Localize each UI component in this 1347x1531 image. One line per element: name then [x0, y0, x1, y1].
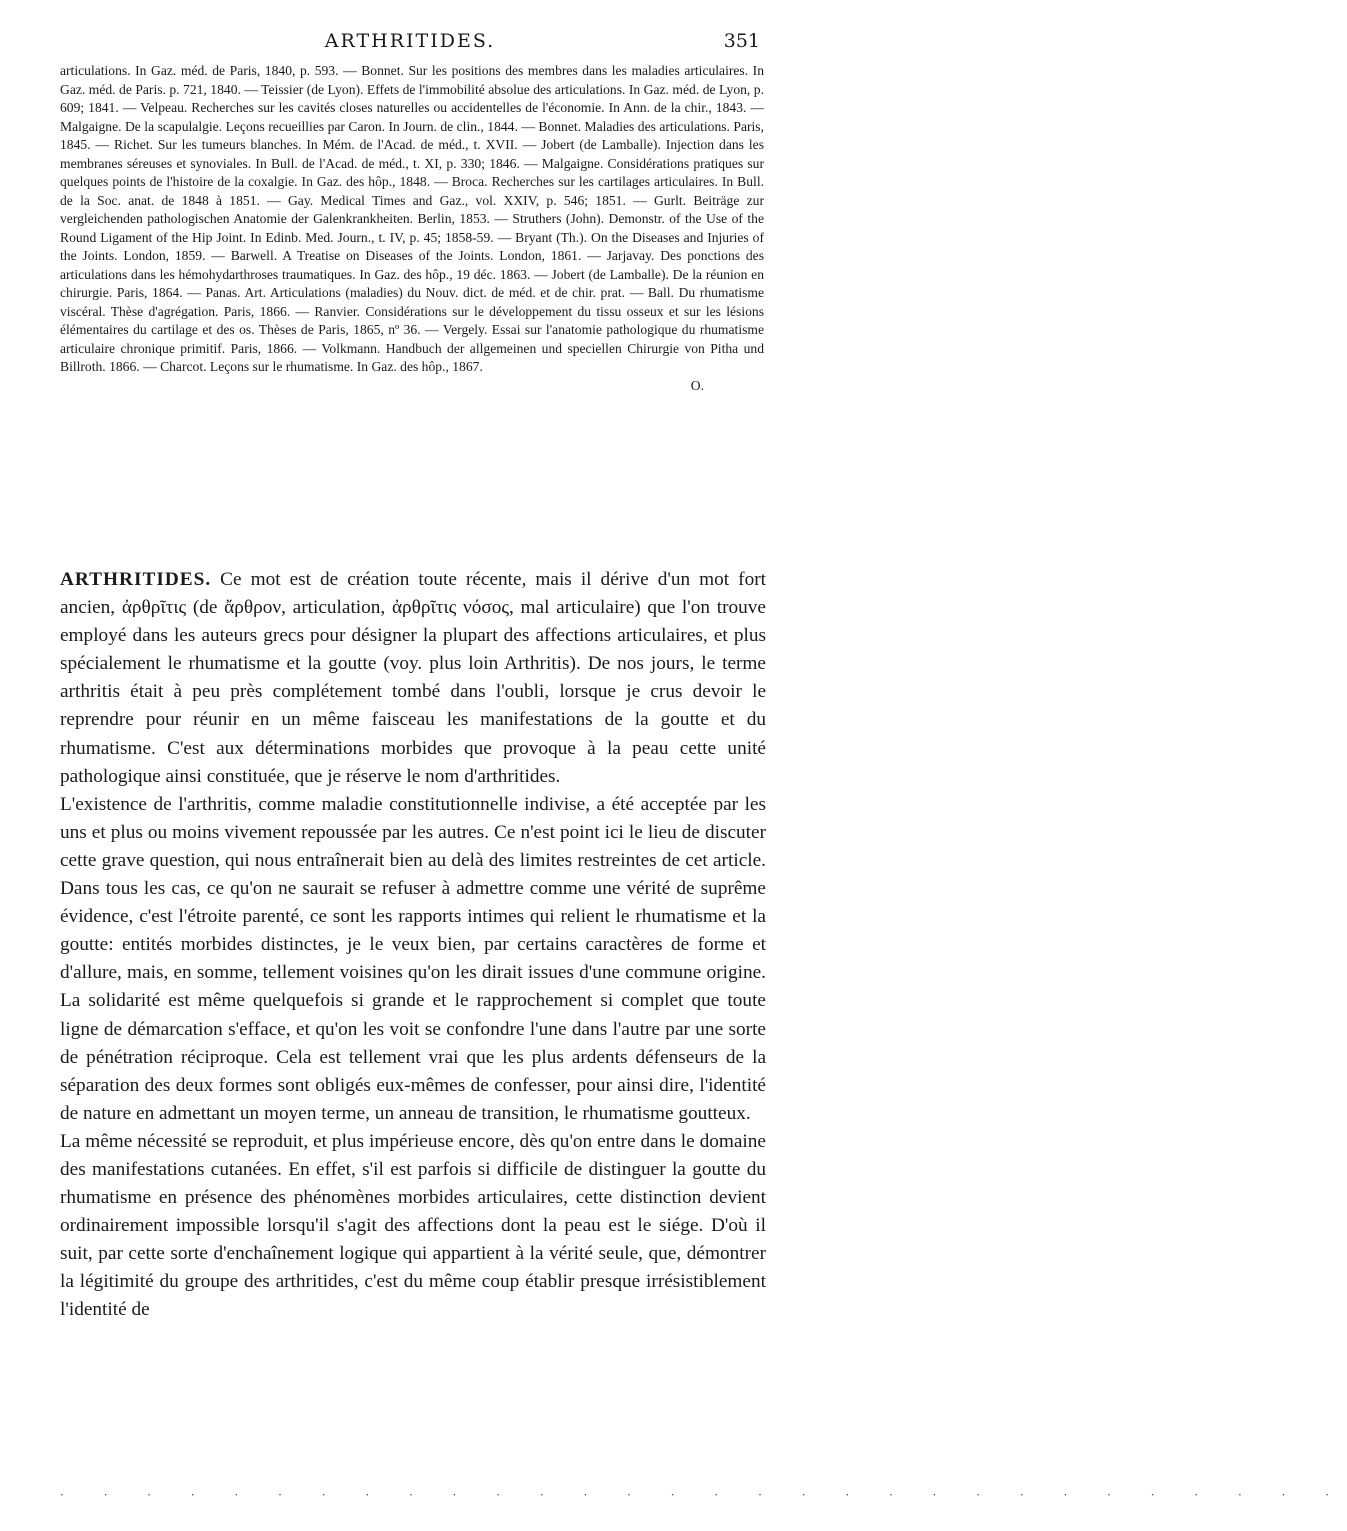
bibliography-text: articulations. In Gaz. méd. de Paris, 1840, p. 593. — Bonnet. Sur les positions des membres dans les maladies articulaires. In Gaz. méd. de Paris. p. 721, 1840. — Teissier (de Lyon). Effets de l'immobilité absolue des articulations. In Gaz. méd. de Lyon, p. 609; 1841. — Velpeau. Recherches sur les cavités closes naturelles ou accidentelles de l'économie. In Ann. de la chir., 1843. — Malgaigne. De la scapulalgie. Leçons recueillies par Caron. In Journ. de clin., 1844. — Bonnet. Maladies des articulations. Paris, 1845. — Richet. Sur les tumeurs blanches. In Mém. de l'Acad. de méd., t. XVII. — Jobert (de Lamballe). Injection dans les membranes séreuses et synoviales. In Bull. de l'Acad. de méd., t. XI, p. 330; 1846. — Malgaigne. Considérations pratiques sur quelques points de l'histoire de la coxalgie. In Gaz. des hôp., 1848. — Broca. Recherches sur les cartilages articulaires. In Bull. de la Soc. anat. de 1848 à 1851. — Gay. Medical Times and Gaz., vol. XXIV, p. 546; 1851. — Gurlt. Beiträge zur vergleichenden pathologischen Anatomie der Galenkrankheiten. Berlin, 1853. — Struthers (John). Demonstr. of the Use of the Round Ligament of the Hip Joint. In Edinb. Med. Journ., t. IV, p. 45; 1858-59. — Bryant (Th.). On the Diseases and Injuries of the Joints. London, 1859. — Barwell. A Treatise on Diseases of the Joints. London, 1861. — Jarjavay. Des ponctions des articulations dans les hémohydarthroses traumatiques. In Gaz. des hôp., 19 déc. 1863. — Jobert (de Lamballe). De la réunion en chirurgie. Paris, 1864. — Panas. Art. Articulations (maladies) du Nouv. dict. de méd. et de chir. prat. — Ball. Du rhumatisme viscéral. Thèse d'agrégation. Paris, 1866. — Ranvier. Considérations sur le développement du tissu osseux et sur les lésions élémentaires du cartilage et des os. Thèses de Paris, 1865, nº 36. — Vergely. Essai sur l'anatomie pathologique du rhumatisme articulaire chronique primitif. Paris, 1866. — Volkmann. Handbuch der allgemeinen und speciellen Chirurgie von Pitha und Billroth. 1866. — Charcot. Leçons sur le rhumatisme. In Gaz. des hôp., 1867. [60, 63, 764, 374]
article-paragraph-2: L'existence de l'arthritis, comme maladie constitutionnelle indivise, a été acceptée par les uns et plus ou moins vivement repoussée par les autres. Ce n'est point ici le lieu de discuter cette grave question, qui nous entraînerait bien au delà des limites restreintes de cet article. Dans tous les cas, ce qu'on ne saurait se refuser à admettre comme une vérité de suprême évidence, c'est l'étroite parenté, ce sont les rapports intimes qui relient le rhumatisme et la goutte: entités morbides distinctes, je le veux bien, par certains caractères de forme et d'allure, mais, en somme, tellement voisines qu'on les dirait issues d'une commune origine. La solidarité est même quelquefois si grande et le rapprochement si complet que toute ligne de démarcation s'efface, et qu'on les voit se confondre l'une dans l'autre par une sorte de pénétration réciproque. Cela est tellement vrai que les plus ardents défenseurs de la séparation des deux formes sont obligés eux-mêmes de confesser, pour ainsi dire, l'identité de nature en admettant un moyen terme, un anneau de transition, le rhumatisme goutteux. [60, 793, 766, 1124]
article-body [60, 566, 766, 1325]
bibliography-block [60, 62, 764, 395]
running-head: ARTHRITIDES. [324, 30, 496, 52]
article-paragraph-3: La même nécessité se reproduit, et plus impérieuse encore, dès qu'on entre dans le domaine des manifestations cutanées. En effet, s'il est parfois si difficile de distinguer la goutte du rhumatisme en présence des phénomènes morbides articulaires, cette distinction devient ordinairement impossible lorsqu'il s'agit des affections dont la peau est le siége. D'où il suit, par cette sorte d'enchaînement logique qui appartient à la vérité seule, que, démontrer la légitimité du groupe des arthritides, c'est du même coup établir presque irrésistiblement l'identité de [60, 1130, 766, 1321]
footer-dots: · · · · · · · · · · · · · · · · · · · · · · · · · · · · · · [60, 1488, 1347, 1502]
article-paragraph-1 [60, 566, 766, 791]
author-signature: O. [690, 377, 704, 393]
paragraph-1-text: Ce mot est de création toute récente, mais il dérive d'un mot fort ancien, ἀρθρῖτις (de ἄρθρον, articulation, ἀρθρῖτις νόσος, mal articulaire) que l'on trouve employé dans les auteurs grecs pour désigner la plupart des affections articulaires, et plus spécialement le rhumatisme et la goutte (voy. plus loin Arthritis). De nos jours, le terme arthritis était à peu près complétement tombé dans l'oubli, lorsque je crus devoir le reprendre pour réunir en un même faisceau les manifestations de la goutte et du rhumatisme. C'est aux déterminations morbides que provoque à la peau cette unité pathologique ainsi constituée, que je réserve le nom d'arthritides. [60, 569, 766, 787]
page-header [60, 30, 760, 60]
article-headword: ARTHRITIDES. [60, 569, 212, 590]
page-number: 351 [723, 30, 760, 52]
